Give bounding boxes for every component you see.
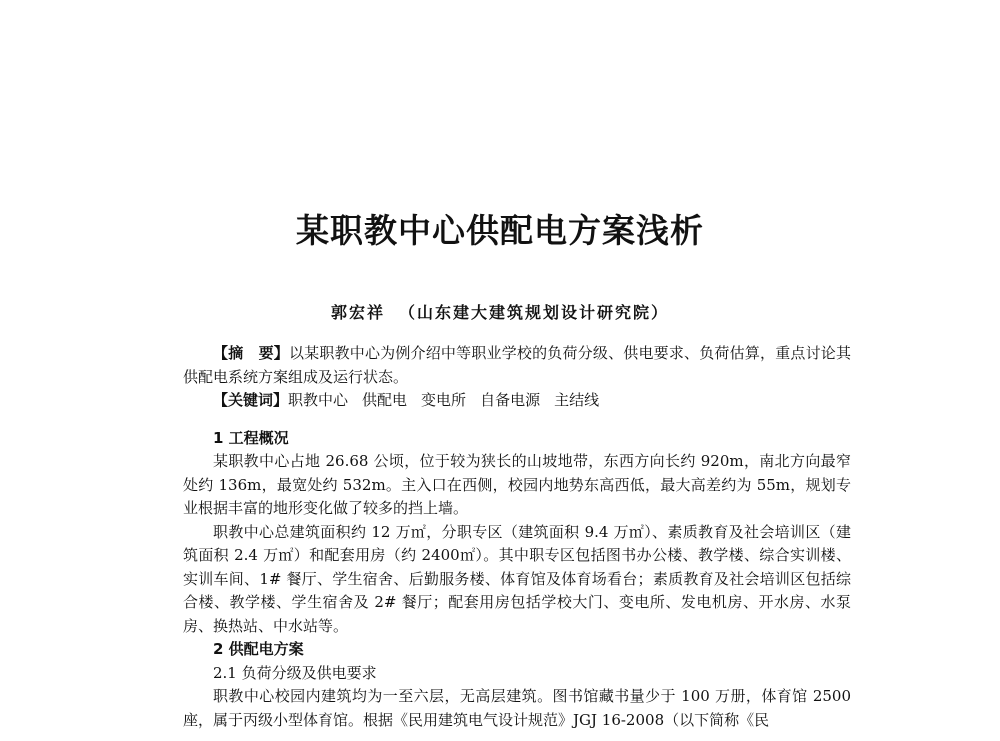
author-affiliation: （山东建大建筑规划设计研究院） bbox=[399, 303, 670, 322]
keyword-item: 主结线 bbox=[554, 391, 600, 409]
section-1-paragraph-2: 职教中心总建筑面积约 12 万㎡，分职专区（建筑面积 9.4 万㎡）、素质教育及社会培训区（建筑面积 2.4 万㎡）和配套用房（约 2400㎡）。其中职专区包括图书办公楼、教学楼、综合实训楼、实训车间、1# 餐厅、学生宿舍、后勤服务楼、体育馆及体育场看台；素质教育及社会培训区包括综合楼、教学楼、学生宿舍及 2# 餐厅；配套用房包括学校大门、变电所、发电机房、开水房、水泵房、换热站、中水站等。 bbox=[183, 522, 851, 635]
paper-body bbox=[183, 342, 851, 732]
byline bbox=[0, 300, 1000, 323]
section-1-paragraph-1: 某职教中心占地 26.68 公顷，位于较为狭长的山坡地带，东西方向长约 920m，南北方向最窄处约 136m，最宽处约 532m。主入口在西侧，校园内地势东高西低，最大高差约为 55m，规划专业根据丰富的地形变化做了较多的挡上墙。 bbox=[183, 452, 851, 517]
keyword-item: 变电所 bbox=[421, 391, 467, 409]
abstract-label: 【摘 要】 bbox=[213, 344, 289, 362]
abstract-text: 以某职教中心为例介绍中等职业学校的负荷分级、供电要求、负荷估算，重点讨论其供配电系统方案组成及运行状态。 bbox=[183, 344, 851, 386]
abstract bbox=[183, 342, 851, 389]
subsection-heading-2-1: 2.1 负荷分级及供电要求 bbox=[213, 663, 377, 682]
keyword-item: 职教中心 bbox=[288, 391, 349, 409]
section-2-paragraph-1: 职教中心校园内建筑均为一至六层，无高层建筑。图书馆藏书量少于 100 万册，体育馆 2500 座，属于丙级小型体育馆。根据《民用建筑电气设计规范》JGJ 16-2008（以下简称《民 bbox=[183, 687, 851, 729]
keyword-item: 供配电 bbox=[362, 391, 408, 409]
keyword-item: 自备电源 bbox=[480, 391, 541, 409]
section-heading-1: 1 工程概况 bbox=[213, 428, 289, 447]
paper-title: 某职教中心供配电方案浅析 bbox=[296, 211, 704, 250]
keywords bbox=[183, 389, 851, 413]
author-name: 郭宏祥 bbox=[330, 303, 385, 322]
keywords-label: 【关键词】 bbox=[213, 391, 289, 409]
section-heading-2: 2 供配电方案 bbox=[213, 640, 304, 658]
